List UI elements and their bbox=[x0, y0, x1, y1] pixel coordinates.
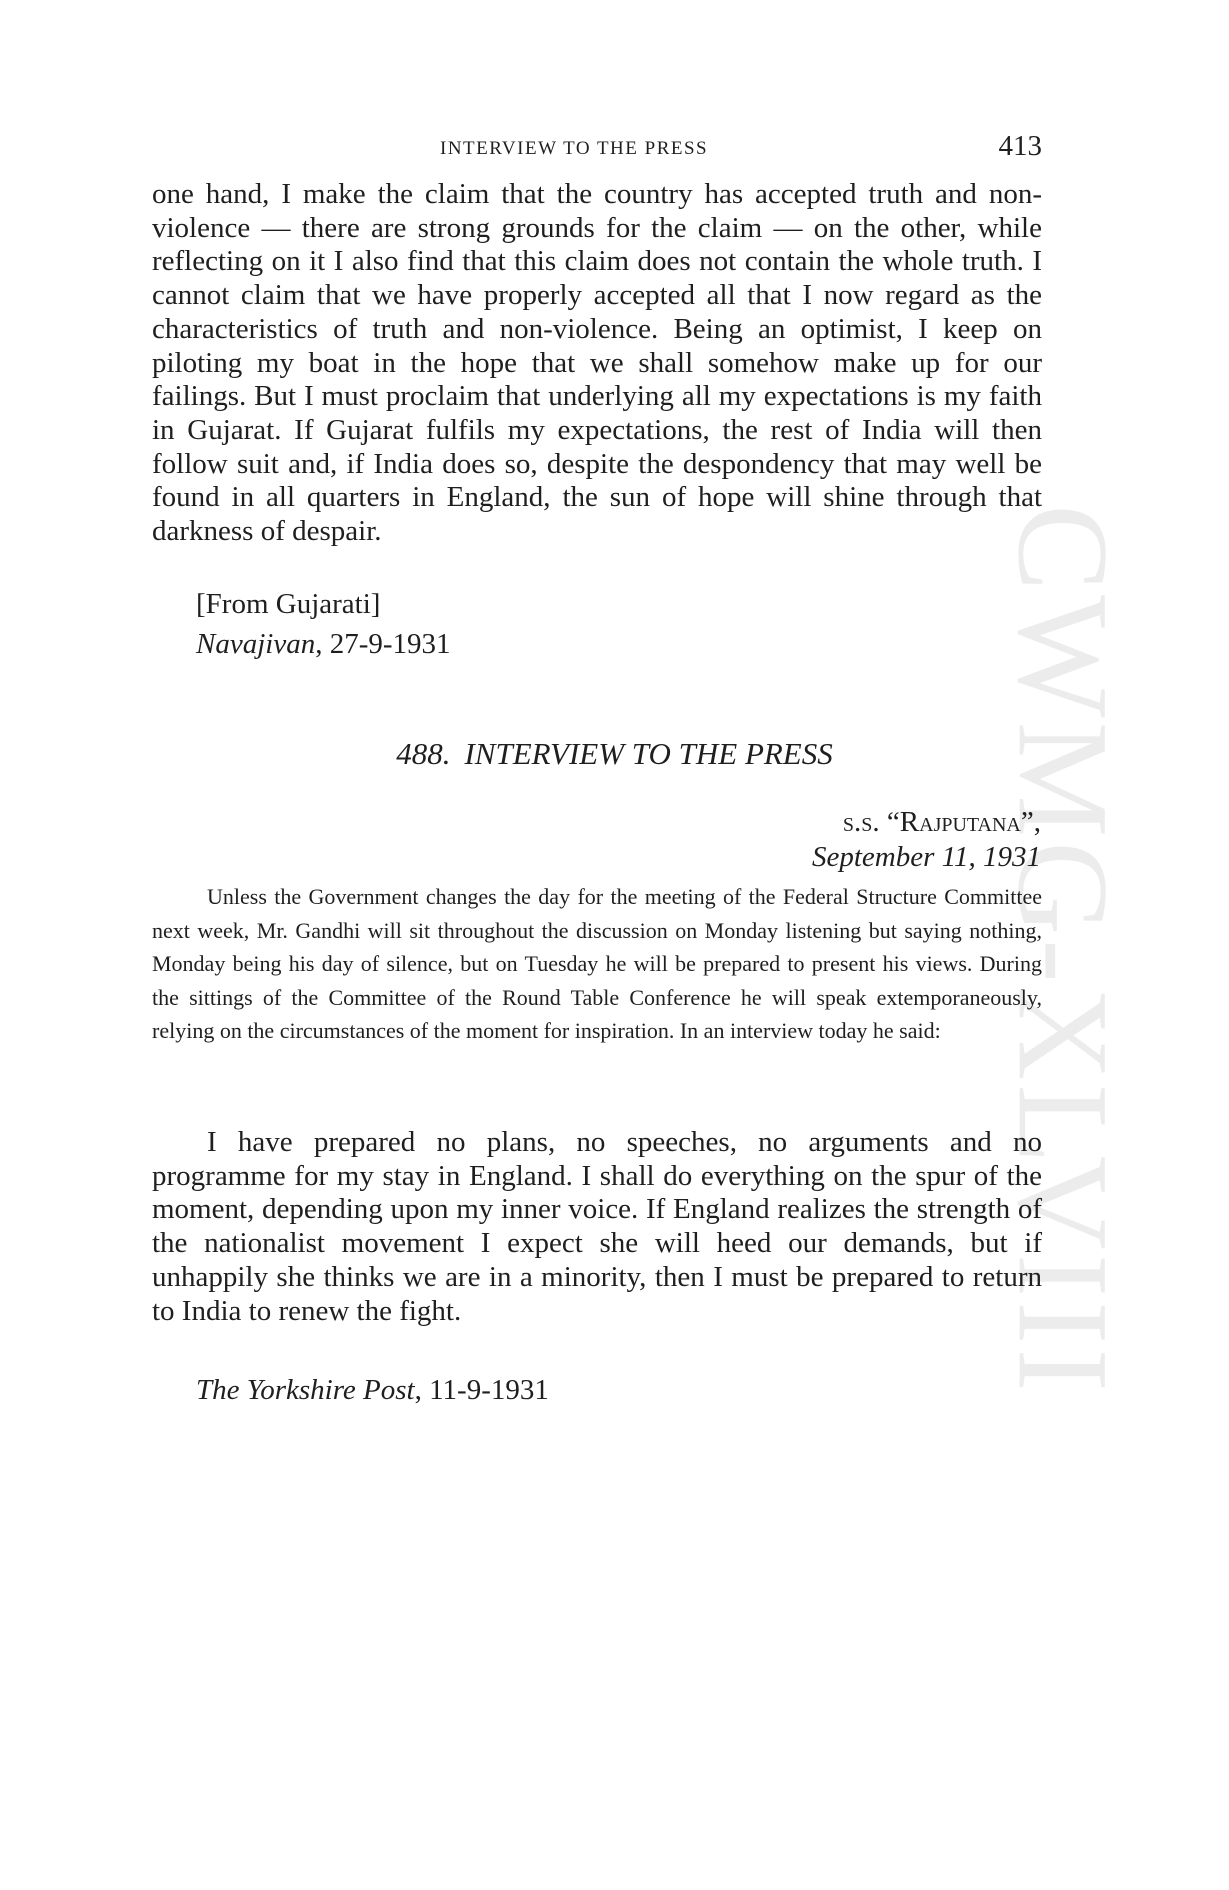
article-number: 488. bbox=[396, 736, 451, 771]
intro-paragraph bbox=[152, 880, 1042, 1048]
intro-text: Unless the Government changes the day for the meeting of the Federal Structure Committee next week, Mr. Gandhi will sit throughout the discussion on Monday listening but saying nothing, Monday being his day of silence, but on Tuesday he will be prepared to present his views. During the sittings of the Committee of the Round Table Conference he will speak extemporaneously, relying on the circumstances of the moment for inspiration. In an interview today he said: bbox=[152, 884, 1042, 1044]
source-note: [From Gujarati] bbox=[196, 588, 381, 620]
citation bbox=[196, 628, 451, 661]
running-head bbox=[150, 130, 1042, 176]
page-number: 413 bbox=[998, 130, 1042, 162]
article-title: INTERVIEW TO THE PRESS bbox=[464, 736, 833, 771]
body-text: I have prepared no plans, no speeches, no arguments and no programme for my stay in England. I shall do everything on the spur of the moment, depending upon my inner voice. If England realizes the strength of the nationalist movement I expect she will heed our demands, but if unhappily she thinks we are in a minority, then I must be prepared to return to India to renew the fight. bbox=[152, 1126, 1042, 1327]
article-heading bbox=[0, 736, 1229, 772]
dateline-date: September 11, 1931 bbox=[812, 841, 1041, 873]
article-citation bbox=[196, 1374, 549, 1407]
running-title: INTERVIEW TO THE PRESS bbox=[440, 138, 709, 159]
dateline bbox=[812, 805, 1041, 875]
citation-publication: Navajivan bbox=[196, 628, 316, 660]
continuation-paragraph: one hand, I make the claim that the country has accepted truth and non-violence — there are strong grounds for the claim — on the other, while reflecting on it I also find that this claim does not contain the whole truth. I cannot claim that we have properly accepted all that I now regard as the characteristics of truth and non-violence. Being an optimist, I keep on piloting my boat in the hope that we shall somehow make up for our failings. But I must proclaim that underlying all my expectations is my faith in Gujarat. If Gujarat fulfils my expectations, the rest of India will then follow suit and, if India does so, despite the despondency that may well be found in all quarters in England, the sun of hope will shine through that darkness of despair. bbox=[152, 178, 1042, 548]
citation-date: , 27-9-1931 bbox=[315, 628, 451, 660]
watermark-text: CWMG-XLVIII bbox=[991, 504, 1136, 1396]
body-paragraph bbox=[152, 1126, 1042, 1328]
dateline-place: s.s. “Rajputana”, bbox=[842, 806, 1041, 838]
article-citation-publication: The Yorkshire Post bbox=[196, 1374, 415, 1406]
article-citation-date: , 11-9-1931 bbox=[414, 1374, 549, 1406]
